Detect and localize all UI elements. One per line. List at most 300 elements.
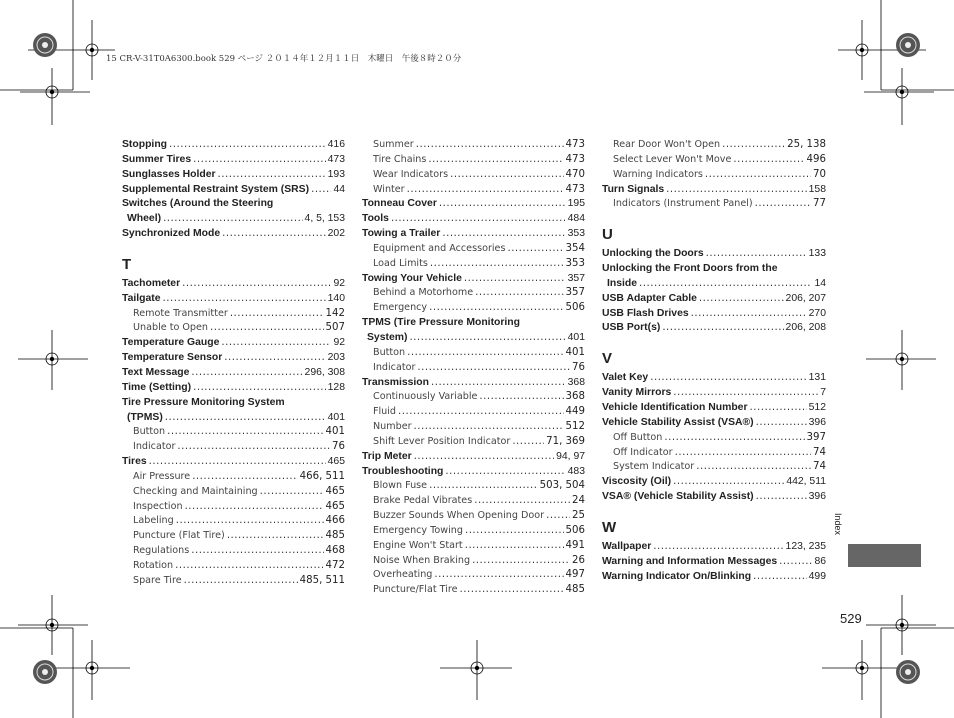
index-entry-term: Continuously Variable (373, 391, 478, 403)
index-entry[interactable] (362, 377, 585, 392)
index-entry-page[interactable]: 465 (325, 500, 345, 512)
index-entry-page[interactable]: 466 (325, 515, 345, 527)
index-entry-term: Fluid (373, 406, 397, 418)
index-entry[interactable] (122, 486, 345, 501)
index-entry[interactable] (122, 367, 345, 382)
index-entry[interactable] (362, 154, 585, 169)
dot-leader (673, 387, 818, 398)
index-entry[interactable] (122, 412, 345, 427)
index-entry-page[interactable]: 368 (565, 391, 585, 403)
index-entry-page[interactable]: 195 (567, 198, 585, 210)
index-entry[interactable] (602, 417, 826, 432)
index-entry[interactable] (122, 154, 345, 169)
dot-leader (472, 555, 570, 566)
index-entry-term: Warning Indicator On/Blinking (602, 570, 752, 582)
index-entry-page[interactable]: 25 (572, 510, 585, 522)
index-entry[interactable] (362, 540, 585, 555)
index-entry-term: Inspection (133, 500, 183, 512)
index-entry[interactable] (362, 273, 585, 288)
index-entry-term: Warning and Information Messages (602, 555, 778, 567)
dot-leader (639, 278, 812, 289)
dot-leader (175, 560, 323, 571)
dot-leader (705, 169, 811, 180)
dot-leader (779, 556, 812, 567)
index-entry-page[interactable]: 357 (565, 287, 585, 299)
index-entry-term: (TPMS) (127, 411, 163, 423)
dot-leader (409, 332, 565, 343)
index-entry-term: Wheel) (127, 213, 162, 225)
index-entry[interactable] (602, 541, 826, 556)
index-entry-term: Select Lever Won't Move (613, 153, 732, 165)
index-column-1 (122, 139, 345, 590)
dot-leader (431, 377, 566, 388)
index-entry-term: Troubleshooting (362, 465, 444, 477)
index-entry-term: Checking and Maintaining (133, 485, 258, 497)
index-entry-term: Indicator (133, 441, 176, 453)
index-letter-heading: W (602, 518, 617, 536)
index-entry[interactable] (362, 287, 585, 302)
index-entry-page[interactable]: 473 (327, 153, 345, 165)
index-entry-term: Labeling (133, 515, 174, 527)
index-entry-page[interactable]: 296, 308 (304, 366, 345, 378)
index-entry[interactable] (362, 451, 585, 466)
index-entry-page[interactable]: 71, 369 (546, 435, 585, 447)
dot-leader (546, 510, 570, 521)
index-entry-page[interactable]: 465 (327, 456, 345, 468)
index-entry-page[interactable]: 473 (565, 153, 585, 165)
index-entry[interactable] (602, 387, 826, 402)
index-entry[interactable] (602, 556, 826, 571)
index-entry[interactable] (362, 169, 585, 184)
dot-leader (460, 584, 564, 595)
index-entry-term: Spare Tire (133, 574, 182, 586)
index-entry-page[interactable]: 470 (565, 168, 585, 180)
index-column-2 (362, 139, 585, 599)
index-entry-page[interactable]: 473 (565, 139, 585, 150)
dot-leader (696, 461, 811, 472)
index-entry[interactable] (362, 184, 585, 199)
index-entry-term: Unlocking the Doors (602, 248, 704, 260)
index-entry-term: TPMS (Tire Pressure Monitoring (362, 317, 521, 329)
print-header: 15 CR-V-31T0A6300.book 529 ページ ２０１４年１２月１１日 木曜日 午後８時２０分 (106, 54, 462, 64)
index-entry[interactable] (362, 198, 585, 213)
dot-leader (673, 476, 784, 487)
index-entry-term: Vehicle Identification Number (602, 401, 748, 413)
index-column-3 (602, 139, 826, 585)
index-entry-term: Inside (607, 277, 638, 289)
index-entry-page[interactable]: 401 (325, 426, 345, 438)
index-entry-page[interactable]: 123, 235 (785, 540, 826, 552)
dot-leader (650, 372, 806, 383)
dot-leader (167, 426, 323, 437)
index-entry-page[interactable]: 368 (567, 376, 585, 388)
index-entry-term: Tachometer (122, 277, 181, 289)
index-entry-term: Equipment and Accessories (373, 242, 506, 254)
index-entry[interactable] (362, 362, 585, 377)
index-entry-page[interactable]: 76 (572, 361, 585, 373)
dot-leader (512, 436, 544, 447)
dot-leader (224, 352, 325, 363)
dot-leader (398, 406, 564, 417)
index-entry-term: System Indicator (613, 461, 695, 473)
index-entry[interactable] (362, 569, 585, 584)
index-entry[interactable] (362, 347, 585, 362)
dot-leader (416, 139, 564, 150)
index-entry[interactable] (122, 169, 345, 184)
index-entry-page[interactable]: 506 (565, 524, 585, 536)
dot-leader (430, 258, 564, 269)
index-entry-term: Puncture/Flat Tire (373, 584, 458, 596)
index-entry-page[interactable]: 468 (325, 545, 345, 557)
index-entry-page[interactable]: 401 (565, 346, 585, 358)
index-entry[interactable] (602, 198, 826, 213)
dot-leader (755, 198, 811, 209)
index-entry[interactable] (122, 471, 345, 486)
index-entry[interactable] (602, 322, 826, 337)
index-entry-term: Air Pressure (133, 470, 191, 482)
index-entry-page[interactable]: 77 (813, 198, 826, 210)
dot-leader (428, 154, 563, 165)
index-entry[interactable] (122, 184, 345, 199)
dot-leader (163, 293, 326, 304)
dot-leader (176, 515, 324, 526)
dot-leader (722, 139, 785, 150)
index-entry[interactable] (362, 391, 585, 406)
index-entry-page[interactable]: 74 (813, 446, 826, 458)
dot-leader (417, 362, 570, 373)
index-entry[interactable] (362, 228, 585, 243)
dot-leader (756, 491, 807, 502)
index-entry-page[interactable]: 506 (565, 302, 585, 314)
index-entry-page[interactable]: 396 (808, 491, 826, 503)
section-label: Index (833, 513, 843, 536)
dot-leader (450, 169, 563, 180)
dot-leader (407, 184, 564, 195)
index-letter-heading: V (602, 350, 613, 368)
index-entry[interactable] (122, 308, 345, 323)
index-entry[interactable] (362, 495, 585, 510)
index-entry[interactable] (362, 555, 585, 570)
index-entry-page[interactable]: 206, 207 (785, 292, 826, 304)
index-entry[interactable] (602, 308, 826, 323)
index-entry-page[interactable]: 270 (808, 307, 826, 319)
index-entry[interactable] (602, 461, 826, 476)
index-entry[interactable] (122, 337, 345, 352)
dot-leader (479, 391, 563, 402)
dot-leader (653, 541, 783, 552)
index-entry-page[interactable]: 86 (814, 555, 826, 567)
dot-leader (177, 441, 330, 452)
index-entry-page[interactable]: 503, 504 (539, 480, 585, 492)
index-entry-page[interactable]: 128 (327, 381, 345, 393)
dot-leader (414, 451, 554, 462)
index-entry-page[interactable]: 193 (327, 168, 345, 180)
index-entry-page[interactable]: 4, 5, 153 (304, 213, 345, 225)
dot-leader (691, 308, 807, 319)
index-entry[interactable] (362, 584, 585, 599)
dot-leader (464, 273, 566, 284)
index-entry-term: Indicators (Instrument Panel) (613, 198, 753, 210)
index-entry-page[interactable]: 491 (565, 539, 585, 551)
dot-leader (666, 184, 807, 195)
index-entry[interactable] (122, 322, 345, 337)
index-entry-page[interactable]: 92 (333, 337, 345, 349)
index-entry[interactable] (362, 510, 585, 525)
index-entry-page[interactable]: 142 (325, 307, 345, 319)
index-entry-page[interactable]: 499 (808, 570, 826, 582)
index-entry-page[interactable]: 397 (806, 431, 826, 443)
index-entry[interactable] (122, 228, 345, 243)
index-entry[interactable] (602, 402, 826, 417)
index-entry[interactable] (362, 421, 585, 436)
dot-leader (414, 421, 564, 432)
index-entry-page[interactable]: 507 (325, 322, 345, 334)
dot-leader (699, 293, 784, 304)
index-entry-page[interactable]: 512 (808, 401, 826, 413)
index-entry-term: Emergency Towing (373, 524, 463, 536)
index-entry[interactable] (122, 382, 345, 397)
index-entry-term: Remote Transmitter (133, 307, 228, 319)
dot-leader (475, 287, 563, 298)
index-entry-term: Emergency (373, 302, 428, 314)
index-entry-term: Towing Your Vehicle (362, 272, 462, 284)
dot-leader (662, 322, 783, 333)
dot-leader (193, 382, 326, 393)
index-entry[interactable] (362, 258, 585, 273)
index-entry-page[interactable]: 401 (327, 411, 345, 423)
index-entry-term: Summer (373, 139, 414, 150)
index-entry[interactable] (602, 372, 826, 387)
index-entry[interactable] (122, 456, 345, 471)
index-entry[interactable] (122, 575, 345, 590)
index-entry-page[interactable]: 74 (813, 461, 826, 473)
index-entry[interactable] (362, 243, 585, 258)
index-entry[interactable] (362, 213, 585, 228)
index-entry[interactable] (602, 432, 826, 447)
index-entry-page[interactable]: 483 (567, 465, 585, 477)
dot-leader (193, 154, 326, 165)
index-entry-page[interactable]: 465 (325, 485, 345, 497)
index-entry-term: Puncture (Flat Tire) (133, 530, 225, 542)
index-entry-page[interactable]: 473 (565, 183, 585, 195)
index-entry[interactable] (122, 530, 345, 545)
index-entry-term: Warning Indicators (613, 168, 703, 180)
index-entry[interactable] (602, 476, 826, 491)
dot-leader (429, 302, 563, 313)
index-entry-term: Temperature Sensor (122, 352, 223, 364)
index-entry-term: Rotation (133, 559, 174, 571)
index-entry-page[interactable]: 24 (572, 495, 585, 507)
dot-leader (429, 480, 538, 491)
index-entry-page[interactable]: 466, 511 (299, 470, 345, 482)
dot-leader (675, 447, 811, 458)
index-entry-term: Vehicle Stability Assist (VSA®) (602, 416, 754, 428)
dot-leader (750, 402, 807, 413)
index-entry-page[interactable]: 485 (325, 530, 345, 542)
index-entry-page[interactable]: 7 (820, 387, 826, 399)
index-entry-page[interactable]: 512 (565, 421, 585, 433)
index-entry-term: USB Port(s) (602, 322, 661, 334)
dot-leader (165, 412, 326, 423)
index-entry-page[interactable]: 133 (808, 248, 826, 260)
index-entry-page[interactable]: 416 (327, 139, 345, 150)
index-entry-page[interactable]: 354 (565, 242, 585, 254)
index-entry-page[interactable]: 14 (814, 277, 826, 289)
index-entry-page[interactable]: 70 (813, 168, 826, 180)
index-entry-term: Shift Lever Position Indicator (373, 435, 511, 447)
index-entry[interactable] (122, 426, 345, 441)
index-entry-page[interactable]: 496 (806, 153, 826, 165)
index-entry-term: Unlocking the Front Doors from the (602, 263, 778, 275)
index-entry-term: Vanity Mirrors (602, 387, 672, 399)
index-entry[interactable] (122, 293, 345, 308)
index-entry-term: Tools (362, 213, 389, 225)
index-entry-page[interactable]: 26 (572, 554, 585, 566)
index-entry-term: USB Flash Drives (602, 307, 689, 319)
index-entry-term: Off Indicator (613, 446, 673, 458)
index-entry[interactable] (122, 352, 345, 367)
index-entry-page[interactable]: 158 (808, 183, 826, 195)
index-entry-page[interactable]: 485, 511 (299, 574, 345, 586)
index-entry-term: Summer Tires (122, 153, 192, 165)
index-entry-page[interactable]: 401 (567, 331, 585, 343)
dot-leader (182, 278, 331, 289)
index-entry-page[interactable]: 25, 138 (787, 139, 826, 150)
index-entry[interactable] (602, 491, 826, 506)
index-entry-page[interactable]: 472 (325, 559, 345, 571)
index-entry[interactable] (602, 184, 826, 199)
index-entry-page[interactable]: 202 (327, 228, 345, 240)
dot-leader (733, 154, 804, 165)
index-entry[interactable] (602, 293, 826, 308)
index-entry[interactable] (362, 139, 585, 154)
index-entry-page[interactable]: 206, 208 (785, 322, 826, 334)
index-entry-page[interactable]: 140 (327, 292, 345, 304)
index-entry-page[interactable]: 353 (567, 228, 585, 240)
index-entry-term: Engine Won't Start (373, 539, 463, 551)
index-entry[interactable] (602, 278, 826, 293)
index-entry[interactable] (602, 263, 826, 278)
dot-leader (407, 347, 563, 358)
index-entry[interactable] (122, 213, 345, 228)
index-entry-term: Time (Setting) (122, 381, 192, 393)
index-entry-term: System) (367, 331, 408, 343)
index-entry-page[interactable]: 396 (808, 416, 826, 428)
dot-leader (230, 308, 324, 319)
index-entry[interactable] (362, 480, 585, 495)
index-entry-page[interactable]: 442, 511 (786, 476, 826, 488)
dot-leader (474, 495, 570, 506)
index-entry-term: Indicator (373, 361, 416, 373)
dot-leader (218, 169, 326, 180)
index-entry-term: Overheating (373, 569, 433, 581)
index-entry-term: Switches (Around the Steering (122, 198, 274, 210)
index-entry-term: Behind a Motorhome (373, 287, 474, 299)
index-entry[interactable] (122, 139, 345, 154)
dot-leader (706, 248, 807, 259)
index-entry[interactable] (122, 501, 345, 516)
index-entry-term: Tailgate (122, 292, 161, 304)
dot-leader (439, 198, 566, 209)
index-entry[interactable] (362, 317, 585, 332)
index-entry[interactable] (122, 545, 345, 560)
index-entry-page[interactable]: 92 (333, 277, 345, 289)
index-entry-page[interactable]: 44 (333, 183, 345, 195)
index-entry-page[interactable]: 497 (565, 569, 585, 581)
dot-leader (221, 337, 331, 348)
index-entry[interactable] (122, 198, 345, 213)
dot-leader (664, 432, 804, 443)
section-tab (848, 544, 921, 567)
index-entry[interactable] (602, 154, 826, 169)
dot-leader (434, 569, 563, 580)
index-entry-term: Buzzer Sounds When Opening Door (373, 510, 545, 522)
index-entry[interactable] (602, 169, 826, 184)
index-entry-page[interactable]: 357 (567, 272, 585, 284)
index-entry-term: Trip Meter (362, 450, 412, 462)
index-entry-term: Load Limits (373, 257, 428, 269)
index-entry[interactable] (602, 248, 826, 263)
dot-leader (442, 228, 565, 239)
dot-leader (311, 184, 331, 195)
dot-leader (191, 367, 302, 378)
index-entry-page[interactable]: 484 (567, 213, 585, 225)
index-entry[interactable] (362, 332, 585, 347)
index-entry-page[interactable]: 353 (565, 257, 585, 269)
index-entry-term: Tire Chains (373, 153, 427, 165)
dot-leader (184, 575, 298, 586)
index-entry[interactable] (362, 436, 585, 451)
dot-leader (185, 501, 324, 512)
dot-leader (391, 213, 566, 224)
index-entry[interactable] (122, 560, 345, 575)
index-entry[interactable] (122, 441, 345, 456)
index-letter-heading: U (602, 226, 613, 244)
index-entry[interactable] (122, 397, 345, 412)
dot-leader (149, 456, 326, 467)
index-entry-term: Button (373, 346, 406, 358)
index-entry[interactable] (362, 302, 585, 317)
index-letter-heading: T (122, 255, 132, 273)
index-entry[interactable] (602, 571, 826, 586)
index-entry-page[interactable]: 485 (565, 584, 585, 596)
dot-leader (227, 530, 324, 541)
index-entry-term: Text Message (122, 366, 190, 378)
index-entry-page[interactable]: 131 (808, 372, 826, 384)
index-entry-term: Number (373, 421, 412, 433)
dot-leader (465, 540, 564, 551)
index-entry[interactable] (362, 525, 585, 540)
dot-leader (465, 525, 564, 536)
index-entry-page[interactable]: 203 (327, 352, 345, 364)
dot-leader (210, 322, 324, 333)
index-entry-page[interactable]: 76 (332, 441, 345, 453)
index-entry[interactable] (602, 139, 826, 154)
index-entry-page[interactable]: 449 (565, 406, 585, 418)
index-entry-term: Valet Key (602, 372, 649, 384)
dot-leader (753, 571, 807, 582)
index-entry[interactable] (602, 447, 826, 462)
page-number: 529 (840, 611, 862, 626)
index-entry[interactable] (122, 278, 345, 293)
dot-leader (192, 471, 297, 482)
index-entry-term: VSA® (Vehicle Stability Assist) (602, 491, 754, 503)
index-entry-term: Sunglasses Holder (122, 168, 216, 180)
index-entry[interactable] (362, 406, 585, 421)
index-entry[interactable] (362, 466, 585, 481)
index-entry-page[interactable]: 94, 97 (556, 450, 585, 462)
index-entry[interactable] (122, 515, 345, 530)
